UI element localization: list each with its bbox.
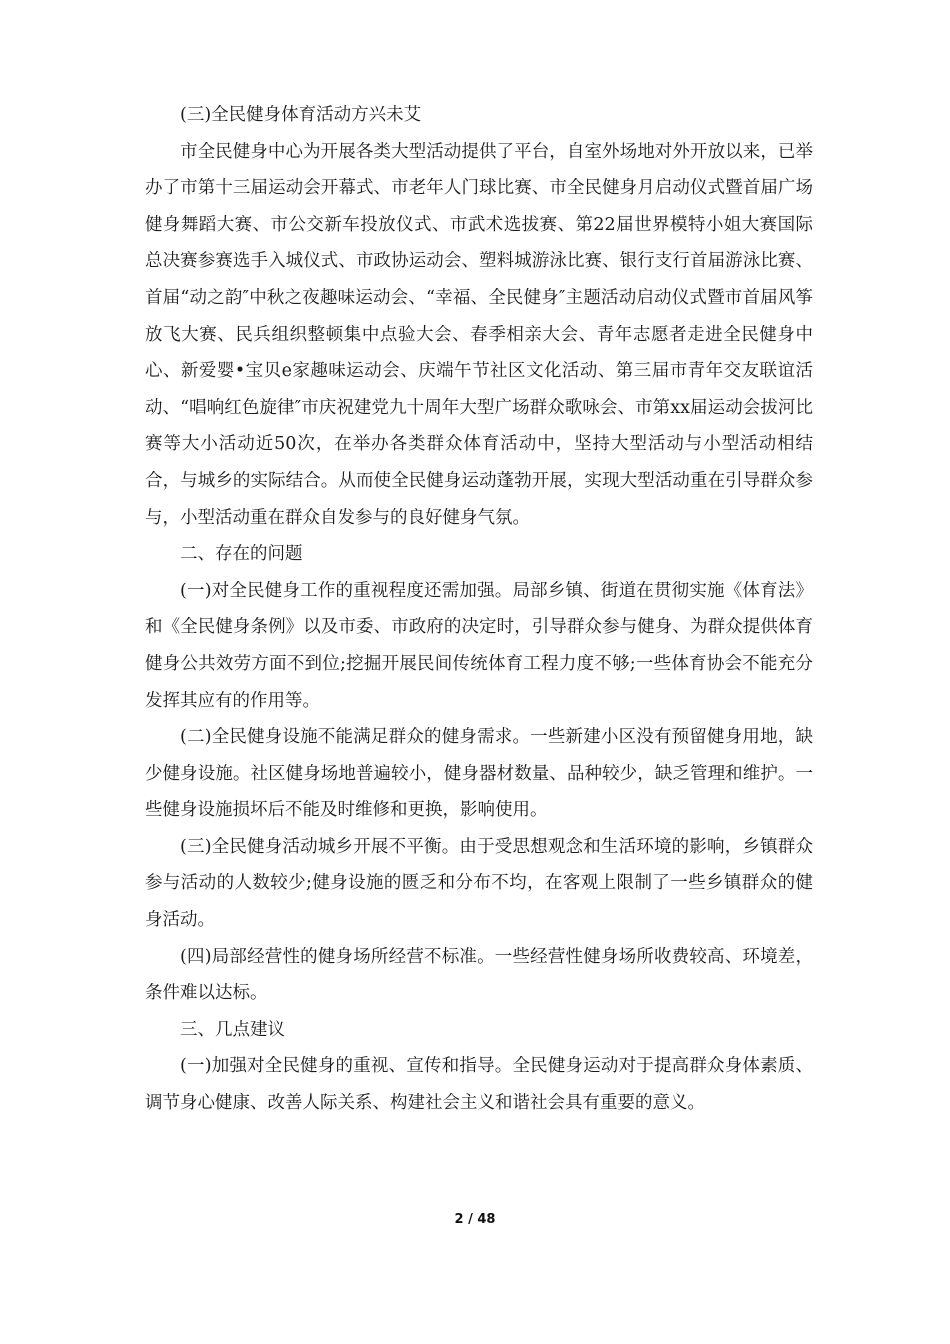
section-heading-activities: (三)全民健身体育活动方兴未艾: [180, 105, 422, 125]
section-heading-problems: 二、存在的问题: [180, 544, 303, 565]
paragraph-problem-1: (一)对全民健身工作的重视程度还需加强。局部乡镇、街道在贯彻实施《体育法》和《全民健身条例》以及市委、市政府的决定时，引导群众参与健身、为群众提供体育健身公共效劳方面不到位;挖掘开展民间传统体育工程力度不够;一些体育协会不能充分发挥其应有的作用等。: [145, 580, 813, 711]
section-heading-suggestions: 三、几点建议: [180, 1019, 285, 1040]
paragraph-activities-detail: 市全民健身中心为开展各类大型活动提供了平台，自室外场地对外开放以来，已举办了市第十三届运动会开幕式、市老年人门球比赛、市全民健身月启动仪式暨首届广场健身舞蹈大赛、市公交新车投放仪式、市武术选拔赛、第22届世界模特小姐大赛国际总决赛参赛选手入城仪式、市政协运动会、塑料城游泳比赛、银行支行首届游泳比赛、首届“动之韵″中秋之夜趣味运动会、“幸福、全民健身″主题活动启动仪式暨市首届风筝放飞大赛、民兵组织整顿集中点验大会、春季相亲大会、青年志愿者走进全民健身中心、新爱婴•宝贝e家趣味运动会、庆端午节社区文化活动、第三届市青年交友联谊活动、“唱响红色旋律″市庆祝建党九十周年大型广场群众歌咏会、市第xx届运动会拔河比赛等大小活动近50次，在举办各类群众体育活动中，坚持大型活动与小型活动相结合，与城乡的实际结合。从而使全民健身运动蓬勃开展，实现大型活动重在引导群众参与，小型活动重在群众自发参与的良好健身气氛。: [145, 141, 813, 528]
paragraph-suggestion-1: (一)加强对全民健身的重视、宣传和指导。全民健身运动对于提高群众身体素质、调节身心健康、改善人际关系、构建社会主义和谐社会具有重要的意义。: [145, 1056, 813, 1114]
page-number: 2 / 48: [454, 1212, 496, 1227]
paragraph-problem-4: (四)局部经营性的健身场所经营不标准。一些经营性健身场所收费较高、环境差，条件难以达标。: [145, 946, 813, 1004]
paragraph-problem-2: (二)全民健身设施不能满足群众的健身需求。一些新建小区没有预留健身用地，缺少健身设施。社区健身场地普遍较小，健身器材数量、品种较少，缺乏管理和维护。一些健身设施损坏后不能及时维修和更换，影响使用。: [145, 727, 813, 821]
document-body: [145, 97, 813, 1122]
paragraph-problem-3: (三)全民健身活动城乡开展不平衡。由于受思想观念和生活环境的影响，乡镇群众参与活动的人数较少;健身设施的匮乏和分布不均，在客观上限制了一些乡镇群众的健身活动。: [145, 836, 813, 931]
